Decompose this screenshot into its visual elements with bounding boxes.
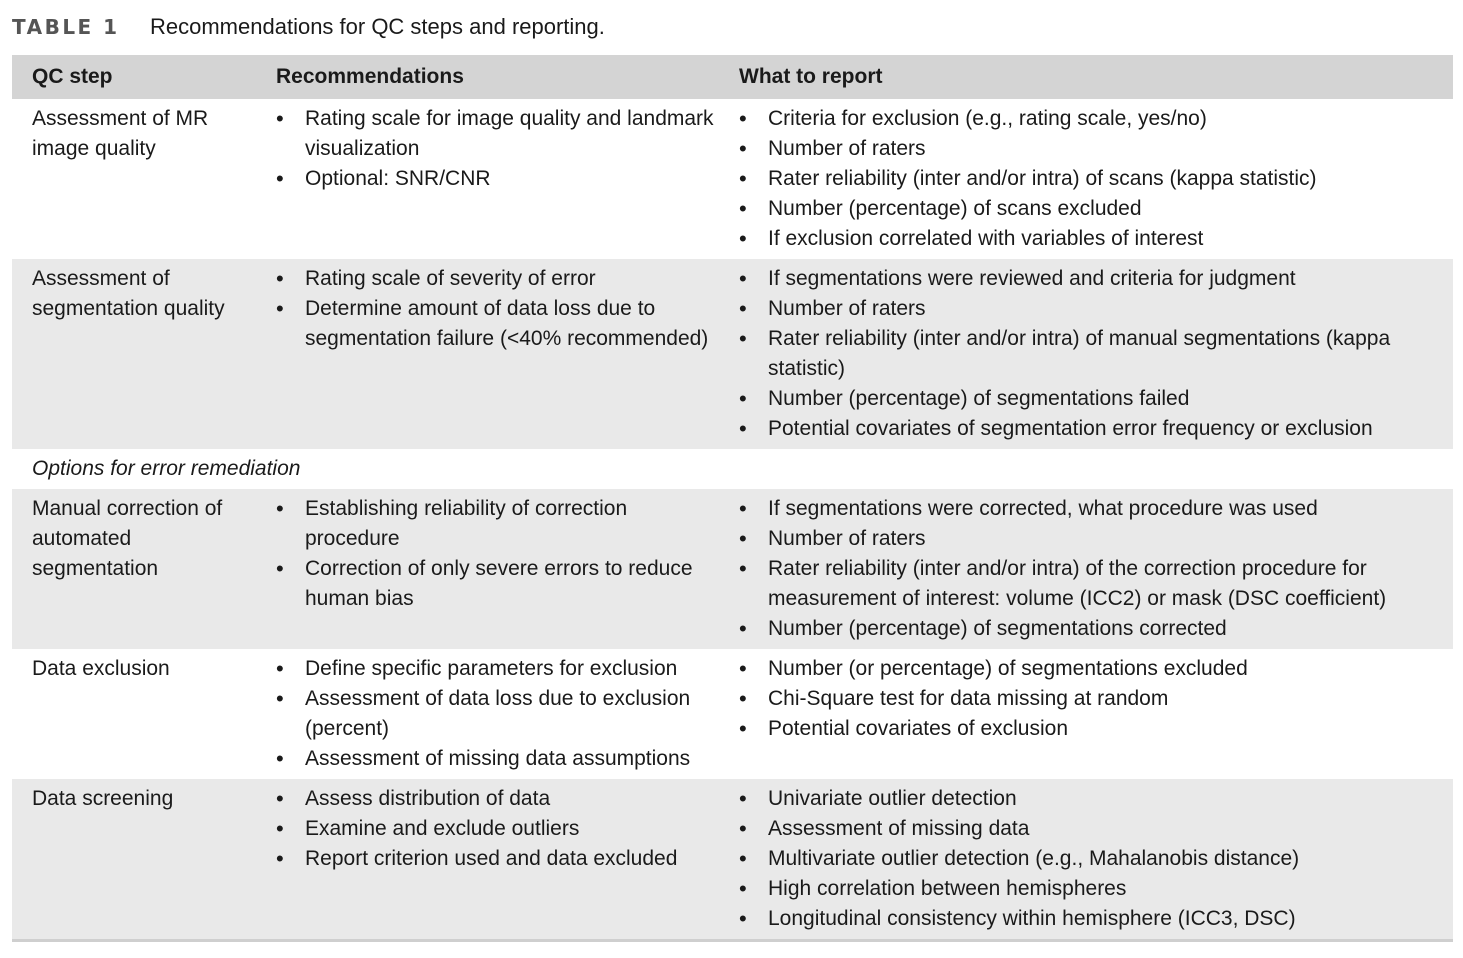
list-item: • Number (percentage) of segmentations failed: [739, 384, 1445, 414]
recommendations-cell: [268, 259, 727, 449]
recommendations-cell: [268, 489, 727, 649]
list-item: • Examine and exclude outliers: [276, 814, 719, 844]
list-item: • Rater reliability (inter and/or intra) of the correction procedure for measurement of interest: volume (ICC2) or mask (DSC coefficient): [739, 554, 1445, 614]
list-item: • Number (percentage) of scans excluded: [739, 194, 1445, 224]
list-item: • Number of raters: [739, 524, 1445, 554]
table-row: [12, 649, 1453, 779]
qc-recommendations-table: [12, 55, 1453, 942]
qc-step-cell: Data screening: [12, 779, 268, 941]
qc-step-cell: Data exclusion: [32, 657, 170, 680]
report-cell: [727, 779, 1453, 941]
list-item: • Define specific parameters for exclusion: [276, 654, 719, 684]
list-item: • If segmentations were reviewed and criteria for judgment: [739, 264, 1445, 294]
list-item: • Rating scale of severity of error: [276, 264, 719, 294]
table-caption: [12, 12, 605, 42]
recommendations-cell: [268, 649, 727, 779]
header-qc-step: QC step: [32, 65, 113, 88]
list-item: • Assessment of missing data: [739, 814, 1445, 844]
table-row: [12, 99, 1453, 259]
table-row: [12, 779, 1453, 941]
list-item: • Multivariate outlier detection (e.g., Mahalanobis distance): [739, 844, 1445, 874]
list-item: • If exclusion correlated with variables of interest: [739, 224, 1445, 254]
list-item: • Correction of only severe errors to reduce human bias: [276, 554, 719, 614]
table-row: [12, 489, 1453, 649]
list-item: • Report criterion used and data excluded: [276, 844, 719, 874]
list-item: • Number (or percentage) of segmentations excluded: [739, 654, 1445, 684]
report-cell: [727, 99, 1453, 259]
list-item: • Longitudinal consistency within hemisphere (ICC3, DSC): [739, 904, 1445, 934]
list-item: • Number (percentage) of segmentations corrected: [739, 614, 1445, 644]
list-item: • Determine amount of data loss due to segmentation failure (<40% recommended): [276, 294, 719, 354]
list-item: • Assessment of missing data assumptions: [276, 744, 719, 774]
section-heading: Options for error remediation: [32, 457, 301, 480]
report-cell: [727, 649, 1453, 779]
report-cell: [727, 259, 1453, 449]
list-item: • Number of raters: [739, 134, 1445, 164]
recommendations-cell: [268, 99, 727, 259]
list-item: • Number of raters: [739, 294, 1445, 324]
report-cell: [727, 489, 1453, 649]
list-item: • High correlation between hemispheres: [739, 874, 1445, 904]
list-item: • Assess distribution of data: [276, 784, 719, 814]
table-header: [12, 55, 1453, 99]
qc-step-cell: Assessment of segmentation quality: [32, 267, 225, 320]
list-item: • If segmentations were corrected, what procedure was used: [739, 494, 1445, 524]
header-row: [12, 55, 1453, 99]
qc-step-cell: Assessment of MR image quality: [32, 107, 209, 160]
header-recommendations: Recommendations: [276, 65, 464, 88]
qc-step-cell: Manual correction of automated segmentation: [32, 497, 223, 580]
recommendations-cell: [268, 779, 727, 941]
table-body: [12, 99, 1453, 941]
table-title: Recommendations for QC steps and reporting.: [150, 14, 605, 39]
list-item: • Rater reliability (inter and/or intra) of manual segmentations (kappa statistic): [739, 324, 1445, 384]
list-item: • Rater reliability (inter and/or intra) of scans (kappa statistic): [739, 164, 1445, 194]
list-item: • Univariate outlier detection: [739, 784, 1445, 814]
list-item: • Criteria for exclusion (e.g., rating scale, yes/no): [739, 104, 1445, 134]
list-item: • Chi-Square test for data missing at random: [739, 684, 1445, 714]
table-row: [12, 259, 1453, 449]
table-label: TABLE 1: [12, 15, 120, 39]
header-what-to-report: What to report: [739, 65, 883, 88]
list-item: • Optional: SNR/CNR: [276, 164, 719, 194]
list-item: • Establishing reliability of correction procedure: [276, 494, 719, 554]
list-item: • Assessment of data loss due to exclusion (percent): [276, 684, 719, 744]
list-item: • Rating scale for image quality and landmark visualization: [276, 104, 719, 164]
list-item: • Potential covariates of segmentation error frequency or exclusion: [739, 414, 1445, 444]
list-item: • Potential covariates of exclusion: [739, 714, 1445, 744]
section-row: [12, 449, 1453, 489]
